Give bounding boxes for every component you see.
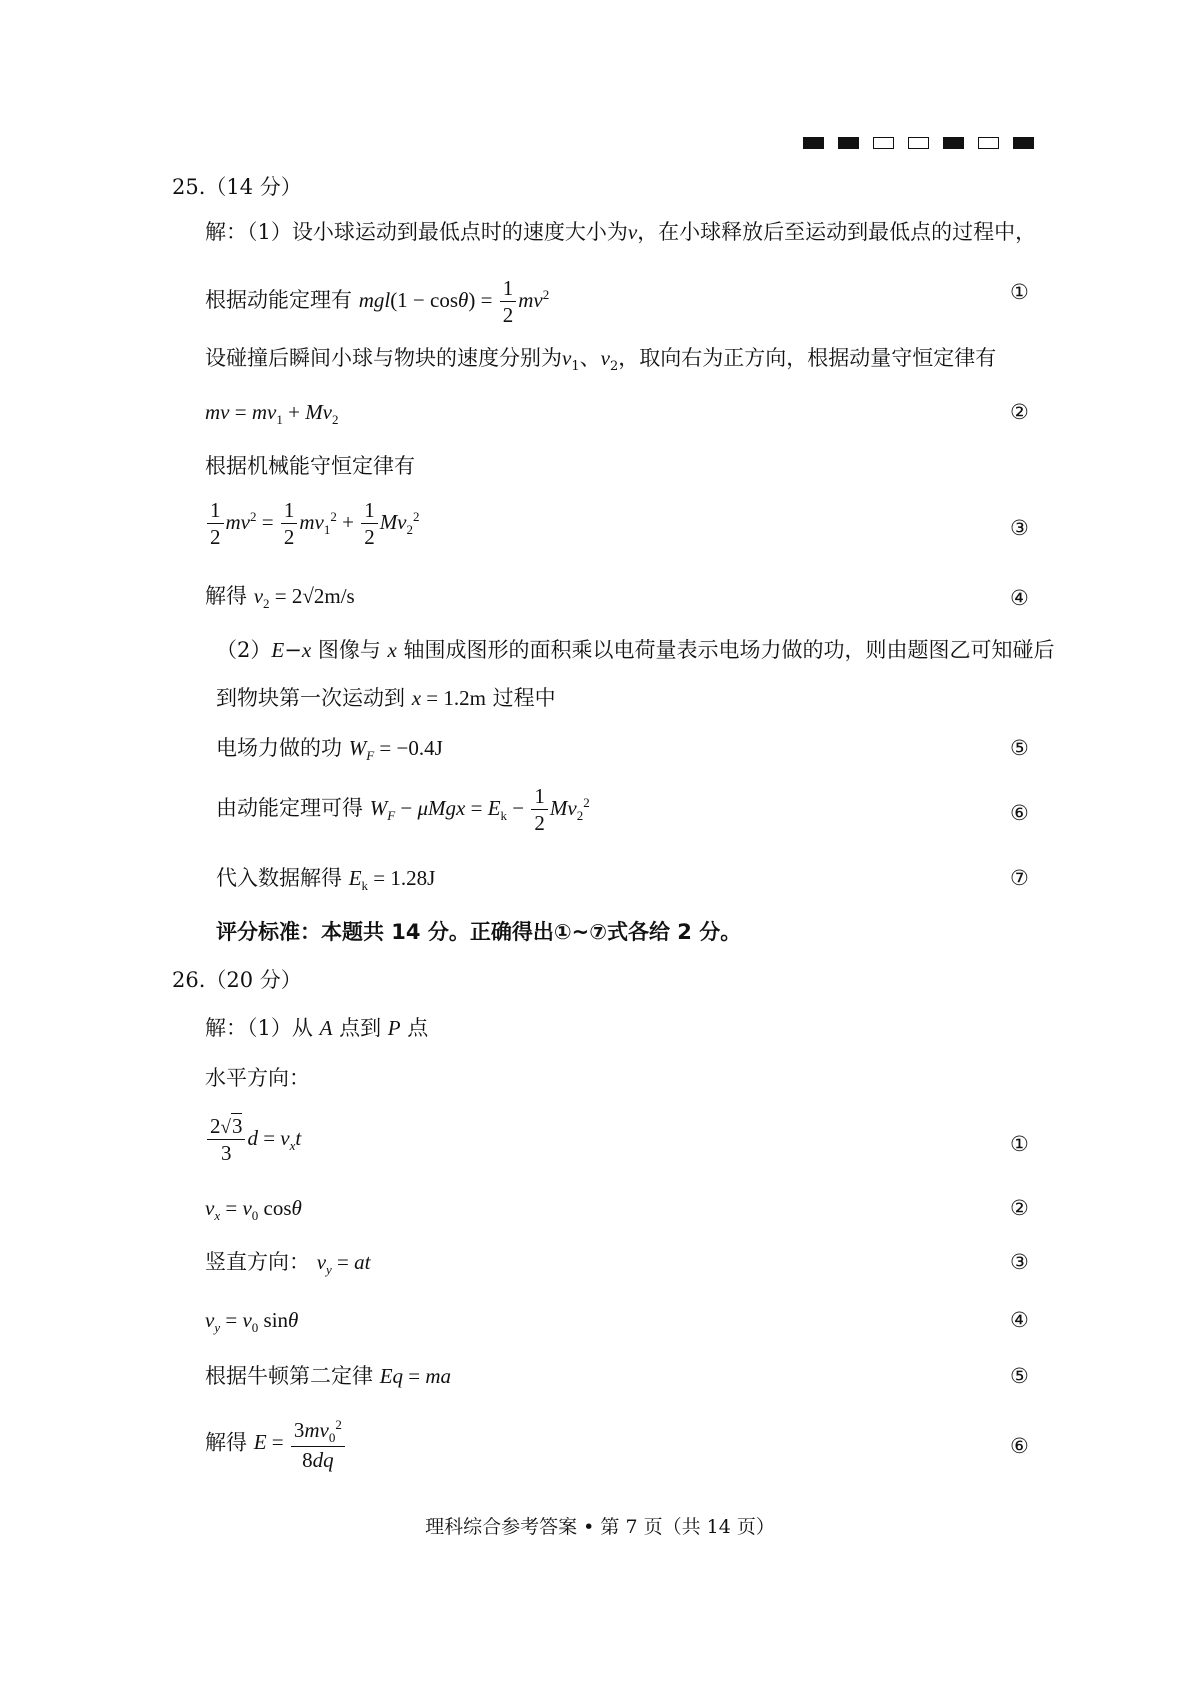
eq-label: ⑤: [1010, 1364, 1029, 1388]
q25-eq3: $\frac{1}{2}$ $mv^2$ = $\frac{1}{2}$ $mv_1^2$ + $\frac{1}{2}$ $Mv_2^2$: [205, 500, 420, 548]
q25-intro: 解：（1）设小球运动到最低点时的速度大小为v，在小球释放后至运动到最低点的过程中，: [205, 220, 1037, 244]
eq-label: ①: [1010, 280, 1029, 304]
q25-header: 25.（14 分）: [172, 175, 302, 199]
q25-eq7: 代入数据解得 $E_k = 1.28J$: [216, 866, 436, 894]
eq-label: ⑥: [1010, 801, 1029, 825]
eq-label: ②: [1010, 1196, 1029, 1220]
eq-label: ⑦: [1010, 866, 1029, 890]
q26-eq1: $\frac{2√3}{3}$ $d = v_xt$: [205, 1116, 301, 1164]
registration-mark: [943, 137, 964, 149]
registration-mark: [838, 137, 859, 149]
q25-mech-energy-text: 根据机械能守恒定律有: [205, 454, 415, 478]
registration-mark: [978, 137, 999, 149]
eq-label: ③: [1010, 1250, 1029, 1274]
eq-label: ⑤: [1010, 736, 1029, 760]
q26-header: 26.（20 分）: [172, 968, 302, 992]
registration-mark: [1013, 137, 1034, 149]
q26-eq3: 竖直方向： $v_y$ = at: [205, 1250, 371, 1278]
q26-eq5: 根据牛顿第二定律 Eq = ma: [205, 1364, 452, 1388]
page-footer: 理科综合参考答案 • 第 7 页（共 14 页）: [425, 1516, 775, 1538]
q25-grading: 评分标准：本题共 14 分。正确得出①~⑦式各给 2 分。: [216, 920, 742, 944]
q25-eq4: 解得 $v_2 = 2√2m/s$: [205, 584, 355, 612]
q25-eq2: mv = $mv_1 + Mv_2$: [205, 400, 339, 428]
registration-marks: [803, 137, 1034, 149]
q26-eq4: $v_y = v_0$ sinθ: [205, 1308, 299, 1336]
eq-label: ②: [1010, 400, 1029, 424]
eq-label: ⑥: [1010, 1434, 1029, 1458]
q26-eq6: 解得 E = $\frac{3mv_0^2}{8dq}$: [205, 1418, 347, 1471]
eq-label: ④: [1010, 1308, 1029, 1332]
registration-mark: [873, 137, 894, 149]
registration-mark: [908, 137, 929, 149]
registration-mark: [803, 137, 824, 149]
q26-eq2: $v_x = v_0$ cosθ: [205, 1196, 302, 1224]
q25-part2-line2: 到物块第一次运动到 x = 1.2m 过程中: [216, 686, 556, 710]
q25-eq1: 根据动能定理有 mgl(1 − cosθ) = $\frac{1}{2}$ $mv^2$: [205, 276, 550, 327]
eq-label: ③: [1010, 516, 1029, 540]
q25-part2-line1: （2）E−x 图像与 x 轴围成图形的面积乘以电荷量表示电场力做的功，则由题图乙可知碰后: [216, 638, 1055, 662]
q25-eq6: 由动能定理可得 $W_F - \mu Mgx = E_k$ − $\frac{1}{2}$ $Mv_2^2$: [216, 784, 590, 835]
q26-horizontal-label: 水平方向：: [205, 1066, 310, 1090]
q25-collision-text: 设碰撞后瞬间小球与物块的速度分别为$v_1$、$v_2$，取向右为正方向，根据动量守恒定律有: [205, 346, 997, 375]
q26-intro: 解：（1）从 A 点到 P 点: [205, 1016, 429, 1040]
eq-label: ④: [1010, 586, 1029, 610]
q25-eq5: 电场力做的功 $W_F = -0.4J$: [216, 736, 443, 764]
eq-label: ①: [1010, 1132, 1029, 1156]
